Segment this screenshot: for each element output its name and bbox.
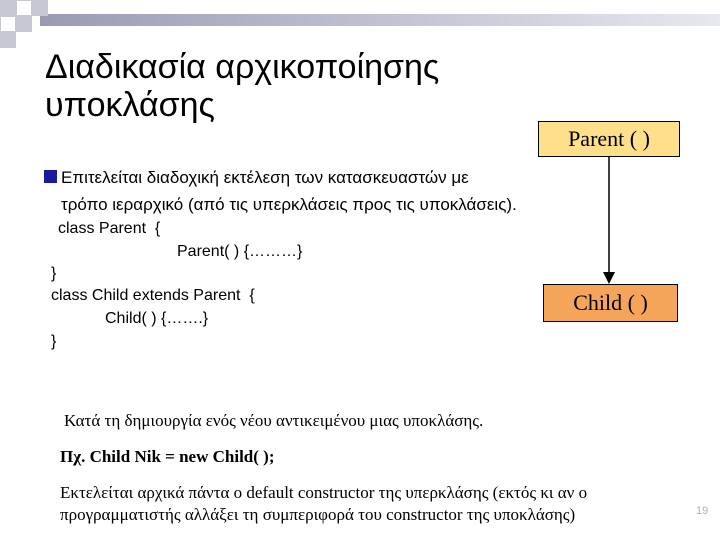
bullet-text-line2: τρόπο ιεραρχικό (από τις υπερκλάσεις προς τις υποκλάσεις). [61,195,517,214]
slide-title: Διαδικασία αρχικοποίησης υποκλάσης [45,48,440,124]
deco-square [0,0,16,16]
code-line: class Child extends Parent { [51,287,255,304]
deco-square [0,16,16,32]
arrow-head [603,272,615,284]
code-line: } [51,265,57,282]
code-line: class Parent { [58,220,161,237]
deco-square [32,0,48,16]
note-constructor-line2: προγραμματιστής αλλάξει τη συμπεριφορά του constructor της υποκλάσης) [60,505,576,524]
code-line: } [51,333,57,350]
note-constructor-line1: Εκτελείται αρχικά πάντα ο default constructor της υπερκλάσης (εκτός κι αν ο [60,483,588,502]
note-creation: Κατά τη δημιουργία ενός νέου αντικειμένου μιας υποκλάσης. [64,411,484,430]
parent-constructor-box: Parent ( ) [538,121,680,157]
deco-square [16,16,32,32]
code-line: Child( ) {…….} [105,310,209,327]
page-number: 19 [696,505,709,517]
header-gradient-bar [40,14,720,26]
bullet-text-line1: Επιτελείται διαδοχική εκτέλεση των κατασκευαστών με [61,168,469,187]
bullet-square-icon [44,170,57,183]
child-constructor-box: Child ( ) [543,284,678,322]
code-line: Parent( ) {………} [177,243,303,260]
example-line: Πχ. Child Nik = new Child( ); [60,447,275,466]
deco-square [16,0,32,16]
deco-square [0,32,16,48]
